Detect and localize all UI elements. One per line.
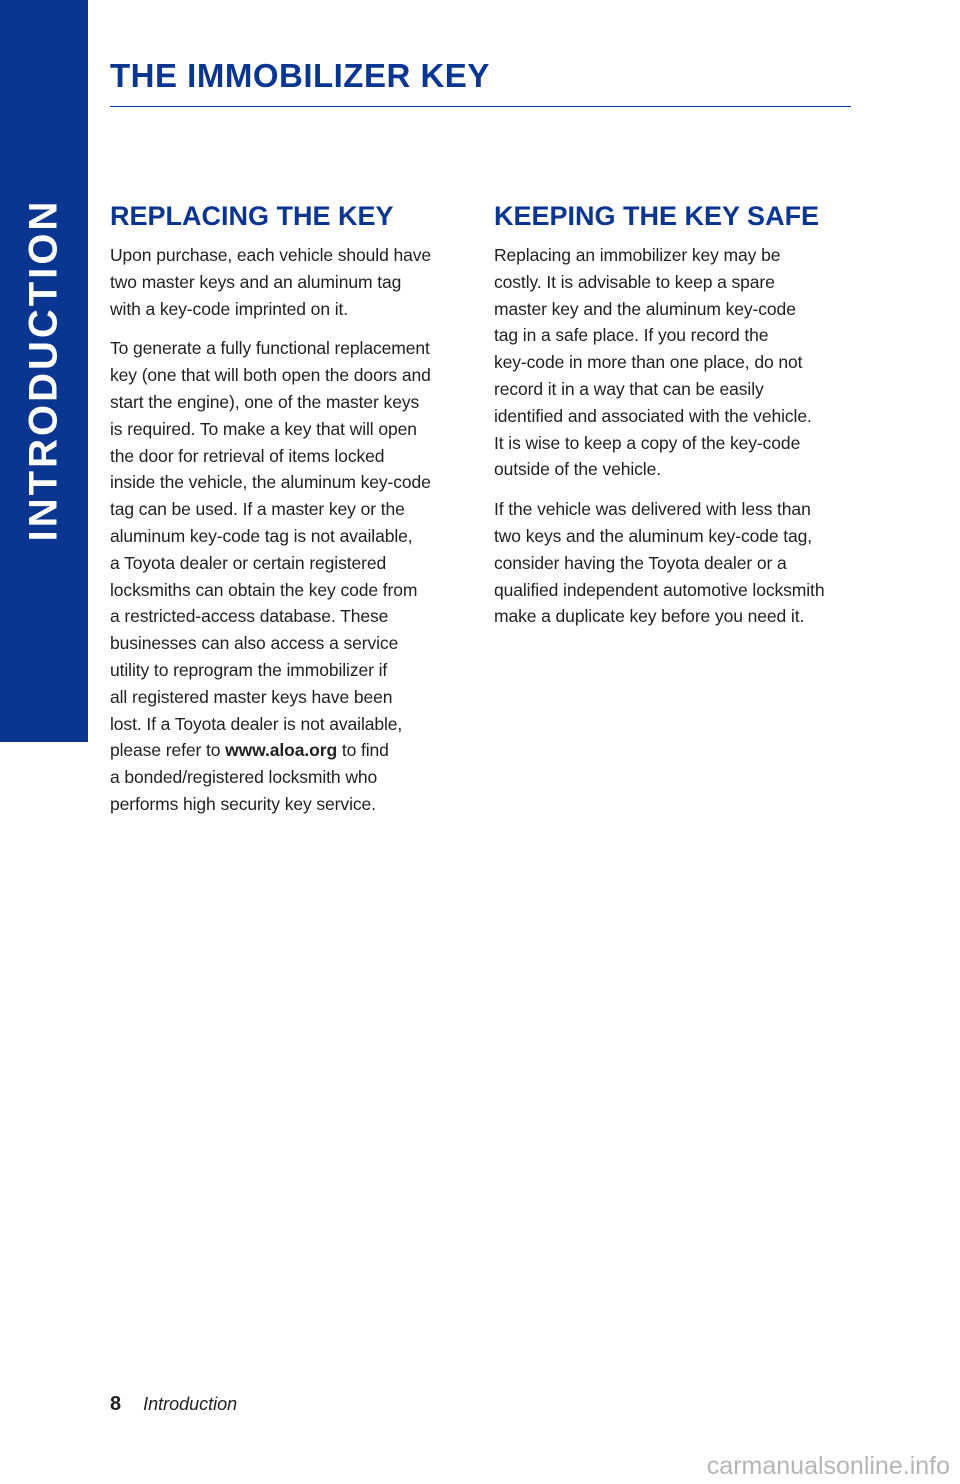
text-line: start the engine), one of the master keys [110, 391, 420, 412]
replacing-paragraph-2 [110, 335, 440, 817]
text-line: utility to reprogram the immobilizer if [110, 659, 388, 680]
text-line: is required. To make a key that will open [110, 418, 417, 439]
replacing-key-heading: REPLACING THE KEY [110, 201, 394, 231]
text-line: consider having the Toyota dealer or a [494, 552, 787, 573]
text-line: tag in a safe place. If you record the [494, 325, 769, 346]
replacing-key-section [110, 196, 440, 831]
text-line: It is wise to keep a copy of the key-code [494, 432, 801, 453]
text-line: two master keys and an aluminum tag [110, 271, 402, 292]
text-line: To generate a fully functional replacement [110, 338, 430, 359]
page-number: 8 [110, 1393, 122, 1415]
side-tab-label: INTRODUCTION [21, 198, 66, 542]
text-line: master key and the aluminum key-code [494, 298, 796, 319]
text-line: record it in a way that can be easily [494, 378, 764, 399]
text-line: aluminum key-code tag is not available, [110, 525, 413, 546]
keeping-paragraph-1 [494, 242, 840, 483]
text-line: businesses can also access a service [110, 633, 399, 654]
aloa-link[interactable]: www.aloa.org [225, 740, 338, 761]
page-footer [110, 1393, 237, 1416]
keeping-key-safe-heading: KEEPING THE KEY SAFE [494, 201, 820, 231]
text-line: a restricted-access database. These [110, 606, 389, 627]
keeping-key-safe-section [494, 196, 840, 643]
text-line: outside of the vehicle. [494, 459, 661, 480]
text-line: identified and associated with the vehicle. [494, 405, 812, 426]
text-line: lost. If a Toyota dealer is not available, [110, 713, 403, 734]
text-line: the door for retrieval of items locked [110, 445, 385, 466]
text-line: key (one that will both open the doors and [110, 365, 431, 386]
text-line: key-code in more than one place, do not [494, 352, 803, 373]
text-line: tag can be used. If a master key or the [110, 499, 405, 520]
link-line-suffix: to find [337, 740, 389, 761]
text-line: a bonded/registered locksmith who [110, 767, 378, 788]
footer-section-name: Introduction [143, 1394, 238, 1414]
title-divider [110, 106, 851, 107]
text-line: costly. It is advisable to keep a spare [494, 271, 775, 292]
page-title: THE IMMOBILIZER KEY [110, 57, 490, 94]
text-line: a Toyota dealer or certain registered [110, 552, 387, 573]
section-side-tab [0, 0, 88, 742]
text-line: locksmiths can obtain the key code from [110, 579, 418, 600]
text-line: all registered master keys have been [110, 686, 393, 707]
replacing-paragraph-1 [110, 242, 440, 322]
text-line: inside the vehicle, the aluminum key-code [110, 472, 431, 493]
text-line: Upon purchase, each vehicle should have [110, 245, 432, 265]
text-line: If the vehicle was delivered with less than [494, 499, 811, 520]
text-line: with a key-code imprinted on it. [110, 298, 349, 319]
text-line: make a duplicate key before you need it. [494, 606, 805, 627]
text-line: Replacing an immobilizer key may be [494, 245, 781, 265]
link-line [110, 737, 440, 764]
watermark: carmanualsonline.info [706, 1452, 950, 1480]
text-line: performs high security key service. [110, 793, 376, 814]
link-line-prefix: please refer to [110, 740, 226, 761]
text-line: two keys and the aluminum key-code tag, [494, 525, 813, 546]
text-line: qualified independent automotive locksmith [494, 579, 825, 600]
keeping-paragraph-2 [494, 496, 840, 630]
